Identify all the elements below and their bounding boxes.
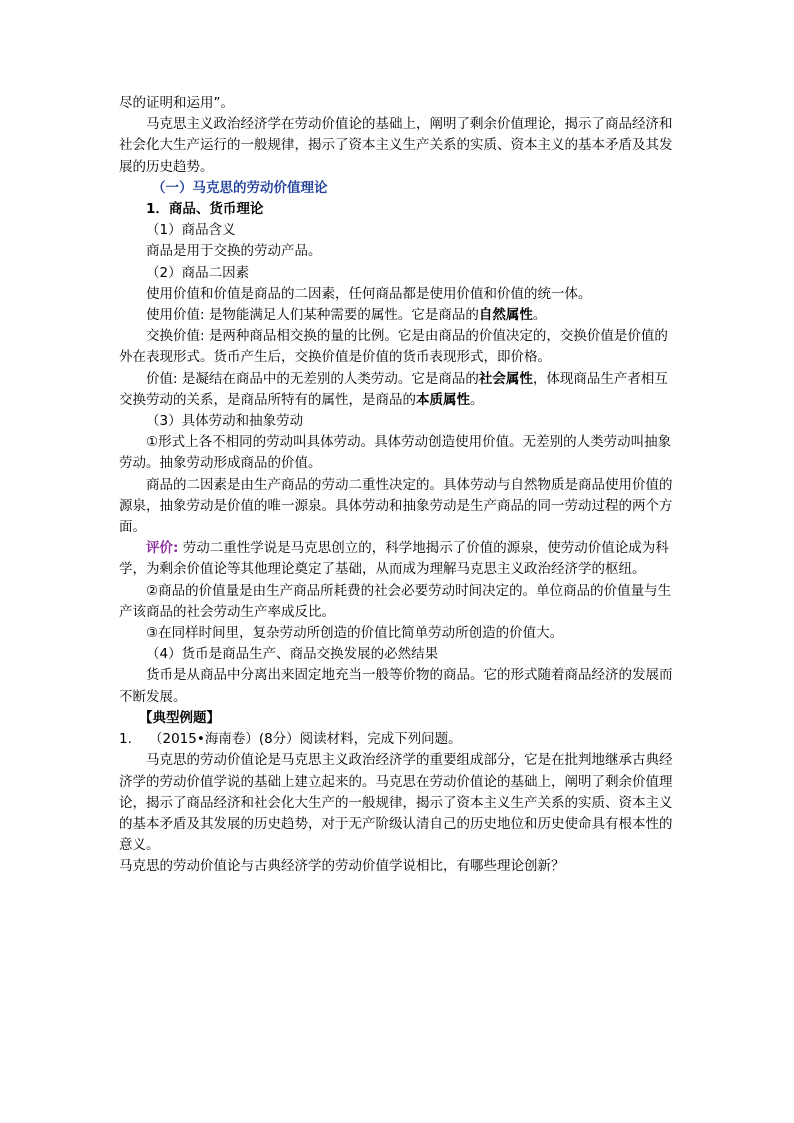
value-quantity-paragraph: ②商品的价值量是由生产商品所耗费的社会必要劳动时间决定的。单位商品的价值量与生产该商品的社会劳动生产率成反比。 [119, 582, 672, 620]
question-number: 1. [119, 731, 132, 748]
essential-attribute-term: 本质属性 [416, 391, 470, 408]
question-header [119, 729, 679, 750]
use-value-text: 使用价值: 是物能满足人们某种需要的属性。它是商品的 [146, 307, 479, 324]
item-text-1: 商品是用于交换的劳动产品。 [146, 243, 322, 260]
item-heading-4: （4）货币是商品生产、商品交换发展的必然结果 [146, 646, 439, 663]
paragraph-intro: 马克思主义政治经济学在劳动价值论的基础上，阐明了剩余价值理论，揭示了商品经济和社会化大生产运行的一般规律，揭示了资本主义生产关系的实质、资本主义的基本矛盾及其发展的历史趋势。 [119, 116, 673, 175]
evaluation-text: 劳动二重性学说是马克思创立的，科学地揭示了价值的源泉，使劳动价值论成为科学，为剩余价值论等其他理论奠定了基础，从而成为理解马克思主义政治经济学的枢纽。 [119, 540, 669, 578]
subsection-heading: 1．商品、货币理论 [146, 201, 264, 218]
value-paragraph [119, 369, 679, 411]
complex-labor-paragraph: ③在同样时间里，复杂劳动所创造的价值比简单劳动所创造的价值大。 [146, 625, 564, 642]
use-value-end: 。 [532, 307, 547, 324]
question-material: 马克思的劳动价值论是马克思主义政治经济学的重要组成部分，它是在批判地继承古典经济学的劳动价值学说的基础上建立起来的。马克思在劳动价值论的基础上，阐明了剩余价值理论，揭示了商品经济和社会化大生产的一般规律，揭示了资本主义生产关系的实质、资本主义的基本矛盾及其发展的历史趋势，对于无产阶级认清自己的历史地位和历史使命具有根本性的意义。 [119, 752, 673, 854]
evaluation-paragraph [119, 538, 679, 580]
use-value-paragraph [119, 305, 679, 326]
value-text-c: ，体现商品生产者相互交换劳动的关系，是商品所特有的属性，是商品的 [119, 370, 668, 408]
item-heading-2: （2）商品二因素 [146, 264, 250, 281]
social-attribute-term: 社会属性 [478, 370, 533, 387]
natural-attribute-term: 自然属性 [478, 307, 533, 324]
section-heading: （一）马克思的劳动价值理论 [152, 179, 328, 196]
item-heading-3: （3）具体劳动和抽象劳动 [146, 413, 304, 430]
question-source: （2015•海南卷）(8分）阅读材料，完成下列问题。 [149, 731, 462, 748]
value-text-e: 。 [470, 391, 484, 408]
example-heading: 【典型例题】 [139, 709, 220, 726]
question-prompt: 马克思的劳动价值论与古典经济学的劳动价值学说相比，有哪些理论创新？ [119, 858, 565, 875]
dual-labor-paragraph: 商品的二因素是由生产商品的劳动二重性决定的。具体劳动与自然物质是商品使用价值的源泉，抽象劳动是价值的唯一源泉。具体劳动和抽象劳动是生产商品的同一劳动过程的两个方面。 [119, 476, 673, 536]
money-paragraph: 货币是从商品中分离出来固定地充当一般等价物的商品。它的形式随着商品经济的发展而不断发展。 [119, 667, 673, 705]
concrete-labor-paragraph: ①形式上各不相同的劳动叫具体劳动。具体劳动创造使用价值。无差别的人类劳动叫抽象劳动。抽象劳动形成商品的价值。 [119, 434, 672, 472]
item-text-2: 使用价值和价值是商品的二因素，任何商品都是使用价值和价值的统一体。 [146, 285, 592, 302]
paragraph-continuation: 尽的证明和运用”。 [119, 95, 234, 111]
item-heading-1: （1）商品含义 [146, 222, 236, 239]
value-text-a: 价值: 是凝结在商品中的无差别的人类劳动。它是商品的 [146, 370, 479, 387]
evaluation-label: 评价: [146, 540, 179, 557]
document-page [119, 93, 679, 878]
exchange-value-paragraph: 交换价值: 是两种商品相交换的量的比例。它是由商品的价值决定的，交换价值是价值的外在表现形式。货币产生后，交换价值是价值的货币表现形式，即价格。 [119, 328, 668, 366]
